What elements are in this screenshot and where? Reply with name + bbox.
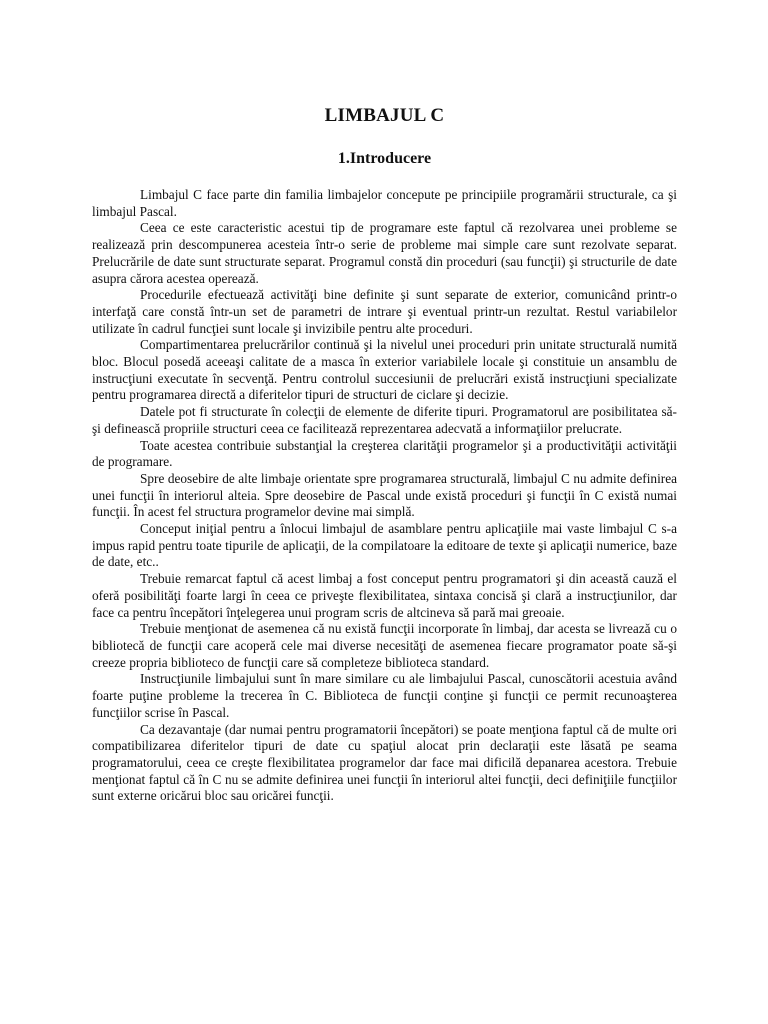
paragraph: Trebuie menţionat de asemenea că nu există funcţii incorporate în limbaj, dar acesta se livrează cu o bibliotecă de funcţii care acoperă cele mai diverse necesităţi de asemenea fiecare programator poate să-şi creeze propria biblioteco de funcţii care să completeze biblioteca standard. — [92, 621, 677, 670]
paragraph: Conceput iniţial pentru a înlocui limbajul de asamblare pentru aplicaţiile mai vaste limbajul C s-a impus rapid pentru toate tipurile de aplicaţii, de la compilatoare la editoare de texte şi aplicaţii numerice, baze de date, etc.. — [92, 521, 677, 570]
document-page — [92, 104, 677, 805]
paragraph: Compartimentarea prelucrărilor continuă şi la nivelul unei proceduri prin unitate structurală numită bloc. Blocul posedă aceeaşi calitate de a masca în exterior variabilele locale şi constituie un ansamblu de instrucţiuni executate în secvenţă. Pentru controlul succesiunii de prelucrări există instrucţiuni specializate pentru programarea directă a diferitelor tipuri de structuri de ciclare şi decizie. — [92, 337, 677, 403]
paragraph: Datele pot fi structurate în colecţii de elemente de diferite tipuri. Programatorul are posibilitatea să-şi definească propriile structuri ceea ce facilitează reprezentarea adecvată a informaţiilor prelucrate. — [92, 404, 677, 436]
paragraph: Limbajul C face parte din familia limbajelor concepute pe principiile programării structurale, ca şi limbajul Pascal. — [92, 187, 677, 219]
paragraph: Trebuie remarcat faptul că acest limbaj a fost conceput pentru programatori şi din această cauză el oferă posibilităţi foarte largi în ceea ce priveşte flexibilitatea, sintaxa concisă şi clară a instrucţiunilor, dar face ca pentru începători înţelegerea unui program scris de altcineva să pară mai greoaie. — [92, 571, 677, 620]
paragraph: Procedurile efectuează activităţi bine definite şi sunt separate de exterior, comunicând printr-o interfaţă care constă într-un set de parametri de intrare şi eventual printr-un rezultat. Restul variabilelor utilizate în cadrul funcţiei sunt locale şi invizibile pentru alte proceduri. — [92, 287, 677, 336]
paragraph: Toate acestea contribuie substanţial la creşterea clarităţii programelor şi a productivităţii activităţii de programare. — [92, 437, 677, 470]
section-heading: 1.Introducere — [337, 150, 432, 167]
document-body — [92, 187, 677, 805]
paragraph: Ca dezavantaje (dar numai pentru programatorii începători) se poate menţiona faptul că de multe ori compatibilizarea diferitelor tipuri de date cu spaţiul alocat prin declaraţii este lăsată pe seama programatorului, ceea ce creşte flexibilitatea programelor dar face mai dificilă depanarea acestora. Trebuie menţionat faptul că în C nu se admite definirea unei funcţii în interiorul altei funcţii, deci definiţiile funcţiilor sunt externe oricărui bloc sau oricărei funcţii. — [92, 721, 677, 804]
document-title: LIMBAJUL C — [324, 105, 445, 126]
paragraph: Ceea ce este caracteristic acestui tip de programare este faptul că rezolvarea unei probleme se realizează prin descompunerea acesteia într-o serie de probleme mai simple care sunt rezolvate separat. Prelucrările de date sunt structurate separat. Programul constă din proceduri (sau funcţii) şi structurile de date asupra cărora acestea operează. — [92, 220, 677, 286]
paragraph: Spre deosebire de alte limbaje orientate spre programarea structurală, limbajul C nu admite definirea unei funcţii în interiorul alteia. Spre deosebire de Pascal unde există proceduri şi funcţii în C există numai funcţii. În acest fel structura programelor devine mai simplă. — [92, 470, 677, 520]
paragraph: Instrucţiunile limbajului sunt în mare similare cu ale limbajului Pascal, cunoscătorii acestuia având foarte puţine probleme la trecerea în C. Biblioteca de funcţii conţine şi funcţii ce permit recunoaşterea funcţiilor scrise în Pascal. — [92, 671, 677, 720]
